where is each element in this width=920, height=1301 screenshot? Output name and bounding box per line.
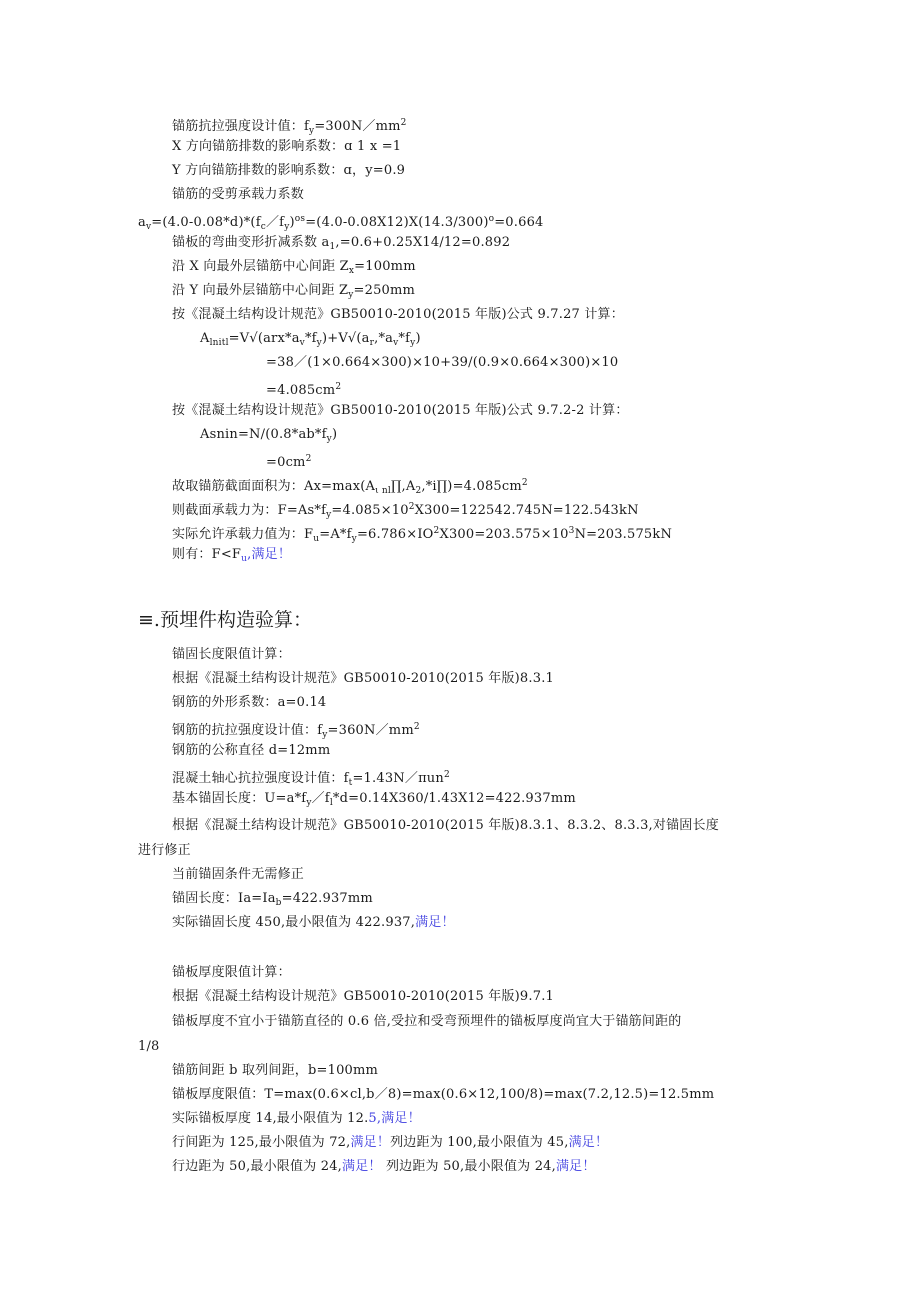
text-line — [172, 234, 510, 256]
text-line: Y 方向锚筋排数的影响系数：ɑ，y=0.9 — [172, 163, 406, 178]
text: 列边距为 100,最小限值为 45, — [390, 1135, 569, 1150]
formula-line — [200, 426, 337, 448]
text: 锚板的弯曲变形折减系数 a — [172, 235, 330, 250]
text-line: 进行修正 — [138, 843, 191, 858]
superscript: os — [294, 214, 306, 224]
subscript: y — [351, 534, 357, 544]
text: N=203.575kN — [574, 527, 673, 542]
text-line: 锚固长度限值计算： — [172, 647, 291, 662]
text: 实际锚板厚度 14,最小限值为 12. — [172, 1111, 369, 1126]
text-line — [172, 914, 455, 932]
subscript: y — [326, 434, 332, 444]
subscript: u — [313, 534, 320, 544]
text-line — [172, 522, 672, 548]
text: 行边距为 50,最小限值为 24, — [172, 1159, 343, 1174]
subscript: v — [145, 222, 152, 232]
subscript: y — [309, 126, 315, 136]
subscript: y — [306, 798, 312, 808]
text: *d=0.14X360/1.43X12=422.937mm — [332, 791, 576, 806]
text-line — [138, 210, 544, 236]
text: =A*f — [319, 527, 352, 542]
superscript: 2 — [305, 454, 312, 464]
text: *f — [398, 331, 411, 346]
superscript: 2 — [443, 770, 450, 780]
superscript: 3 — [568, 526, 575, 536]
text: 行间距为 125,最小限值为 72, — [172, 1135, 351, 1150]
text: =6.786×IO — [356, 527, 434, 542]
subscript: y — [322, 730, 328, 740]
subscript: 2 — [415, 486, 422, 496]
text: ／f — [265, 215, 285, 230]
text: X300=122542.745N=122.543kN — [414, 503, 639, 518]
satisfied-text: ,满足！ — [247, 547, 292, 562]
text: 故取锚筋截面面积为：Ax=max(A — [172, 479, 376, 494]
text-line: 1/8 — [138, 1039, 160, 1054]
text: =(4.0-0.08*d)*(f — [151, 215, 261, 230]
text: =360N／mm — [327, 723, 414, 738]
subscript: u — [241, 554, 248, 564]
text: 基本锚固长度：U=a*f — [172, 791, 307, 806]
text: =250mm — [353, 283, 416, 298]
text: 钢筋的抗拉强度设计值：f — [172, 723, 323, 738]
text: =4.085×10 — [331, 503, 409, 518]
subscript: t — [348, 778, 353, 788]
text: )+V√(a — [321, 331, 370, 346]
text: ／f — [311, 791, 330, 806]
superscript: 2 — [413, 722, 420, 732]
text-line — [172, 890, 373, 912]
satisfied-text: 满足！ — [415, 915, 455, 930]
text: ) — [331, 427, 338, 442]
formula-line: =38／(1×0.664×300)×10+39/(0.9×0.664×300)×10 — [266, 355, 619, 370]
text: Asnin=N/(0.8*ab*f — [200, 427, 327, 442]
text: *f — [304, 331, 317, 346]
subscript: 1 — [329, 242, 336, 252]
subscript: c — [260, 222, 266, 232]
satisfied-text: 满足！ — [555, 1159, 596, 1174]
satisfied-text: 满足！ — [342, 1159, 382, 1174]
subscript: y — [284, 222, 290, 232]
superscript: 2 — [335, 382, 342, 392]
text-line — [172, 790, 576, 812]
text: 锚筋抗拉强度设计值：f — [172, 119, 310, 134]
section-heading: ≡.预埋件构造验算： — [138, 609, 312, 631]
text-line — [172, 766, 450, 792]
text: ) — [289, 215, 295, 230]
text-line — [172, 498, 639, 524]
text-line: 锚筋的受剪承载力系数 — [172, 187, 305, 202]
text-line: 钢筋的外形系数：a=0.14 — [172, 695, 327, 710]
text: 则截面承载力为：F=As*f — [172, 503, 327, 518]
text-line: 钢筋的公称直径 d=12mm — [172, 743, 331, 758]
text: a — [138, 215, 146, 230]
text-line: 锚板厚度不宜小于锚筋直径的 0.6 倍,受拉和受弯预埋件的锚板厚度尚宜大于锚筋间距的 — [172, 1014, 682, 1029]
text: ) — [415, 331, 421, 346]
text-line — [172, 1158, 596, 1176]
text: ,=0.6+0.25X14/12=0.892 — [335, 235, 511, 250]
superscript: 2 — [521, 478, 528, 488]
subscript: v — [393, 338, 399, 348]
text-line — [172, 546, 291, 568]
text: =V√(arx*a — [228, 331, 300, 346]
formula-line — [266, 378, 341, 400]
text-line: 按《混凝土结构设计规范》GB50010-2010(2015 年版)公式 9.7.27 计算： — [172, 307, 624, 322]
text: =100mm — [354, 259, 416, 274]
subscript: r — [369, 338, 375, 348]
text-line: X 方向锚筋排数的影响系数：ɑ 1 x =1 — [172, 139, 402, 154]
text: 实际允许承载力值为：F — [172, 527, 314, 542]
text-line — [172, 1110, 421, 1128]
text: =1.43N／πun — [352, 771, 444, 786]
text: ∏,A — [390, 479, 416, 494]
satisfied-text: 满足！ — [350, 1135, 391, 1150]
superscript: o — [488, 214, 495, 224]
text-line — [172, 1134, 608, 1152]
text-line: 根据《混凝土结构设计规范》GB50010-2010(2015 年版)9.7.1 — [172, 989, 555, 1004]
subscript: l — [329, 798, 333, 808]
satisfied-text: 5,满足！ — [368, 1111, 421, 1126]
text-line: 根据《混凝土结构设计规范》GB50010-2010(2015 年版)8.3.1 — [172, 671, 555, 686]
text-line: 根据《混凝土结构设计规范》GB50010-2010(2015 年版)8.3.1、8.3.2、8.3.3,对锚固长度 — [172, 818, 719, 833]
text: =0cm — [266, 455, 306, 470]
text-line: 当前锚固条件无需修正 — [172, 867, 305, 882]
superscript: 2 — [408, 502, 415, 512]
text-line: 锚筋间距 b 取列间距，b=100mm — [172, 1063, 379, 1078]
satisfied-text: 满足！ — [568, 1135, 609, 1150]
text-line: 锚板厚度限值：T=max(0.6×cl,b／8)=max(0.6×12,100/8)=max(7.2,12.5)=12.5mm — [172, 1087, 715, 1102]
text-line — [172, 258, 416, 280]
subscript: v — [299, 338, 305, 348]
text: =4.085cm — [266, 383, 336, 398]
text-line — [172, 474, 528, 500]
text: X300=203.575×10 — [439, 527, 569, 542]
subscript: y — [316, 338, 322, 348]
text: 沿 X 向最外层锚筋中心间距 Z — [172, 259, 349, 274]
subscript: y — [326, 510, 332, 520]
text: 锚固长度：Ia=Ia — [172, 891, 276, 906]
subscript: y — [348, 290, 354, 300]
superscript: 2 — [433, 526, 440, 536]
text-line: 锚板厚度限值计算： — [172, 965, 291, 980]
text: =300N／mm — [314, 119, 401, 134]
text: =422.937mm — [281, 891, 373, 906]
formula-line — [200, 330, 421, 352]
text-line: 按《混凝土结构设计规范》GB50010-2010(2015 年版)公式 9.7.2-2 计算： — [172, 403, 629, 418]
text: 沿 Y 向最外层锚筋中心间距 Z — [172, 283, 349, 298]
text-line — [172, 718, 420, 744]
subscript: b — [275, 898, 282, 908]
subscript: ι nl — [375, 486, 391, 496]
text: ,*a — [374, 331, 394, 346]
superscript: 2 — [400, 118, 407, 128]
text: 混凝土轴心抗拉强度设计值：f — [172, 771, 349, 786]
text: ,*i∏)=4.085cm — [421, 479, 522, 494]
text: =(4.0-0.08X12)X(14.3/300) — [305, 215, 489, 230]
text-line — [172, 114, 407, 140]
subscript: lnitl — [209, 338, 229, 348]
text: =0.664 — [494, 215, 544, 230]
text-line — [172, 282, 415, 304]
text: 列边距为 50,最小限值为 24, — [381, 1159, 556, 1174]
subscript: y — [410, 338, 416, 348]
text: 实际锚固长度 450,最小限值为 422.937, — [172, 915, 416, 930]
subscript: x — [348, 266, 355, 276]
text: A — [200, 331, 210, 346]
text: 则有：F<F — [172, 547, 242, 562]
formula-line — [266, 450, 312, 472]
